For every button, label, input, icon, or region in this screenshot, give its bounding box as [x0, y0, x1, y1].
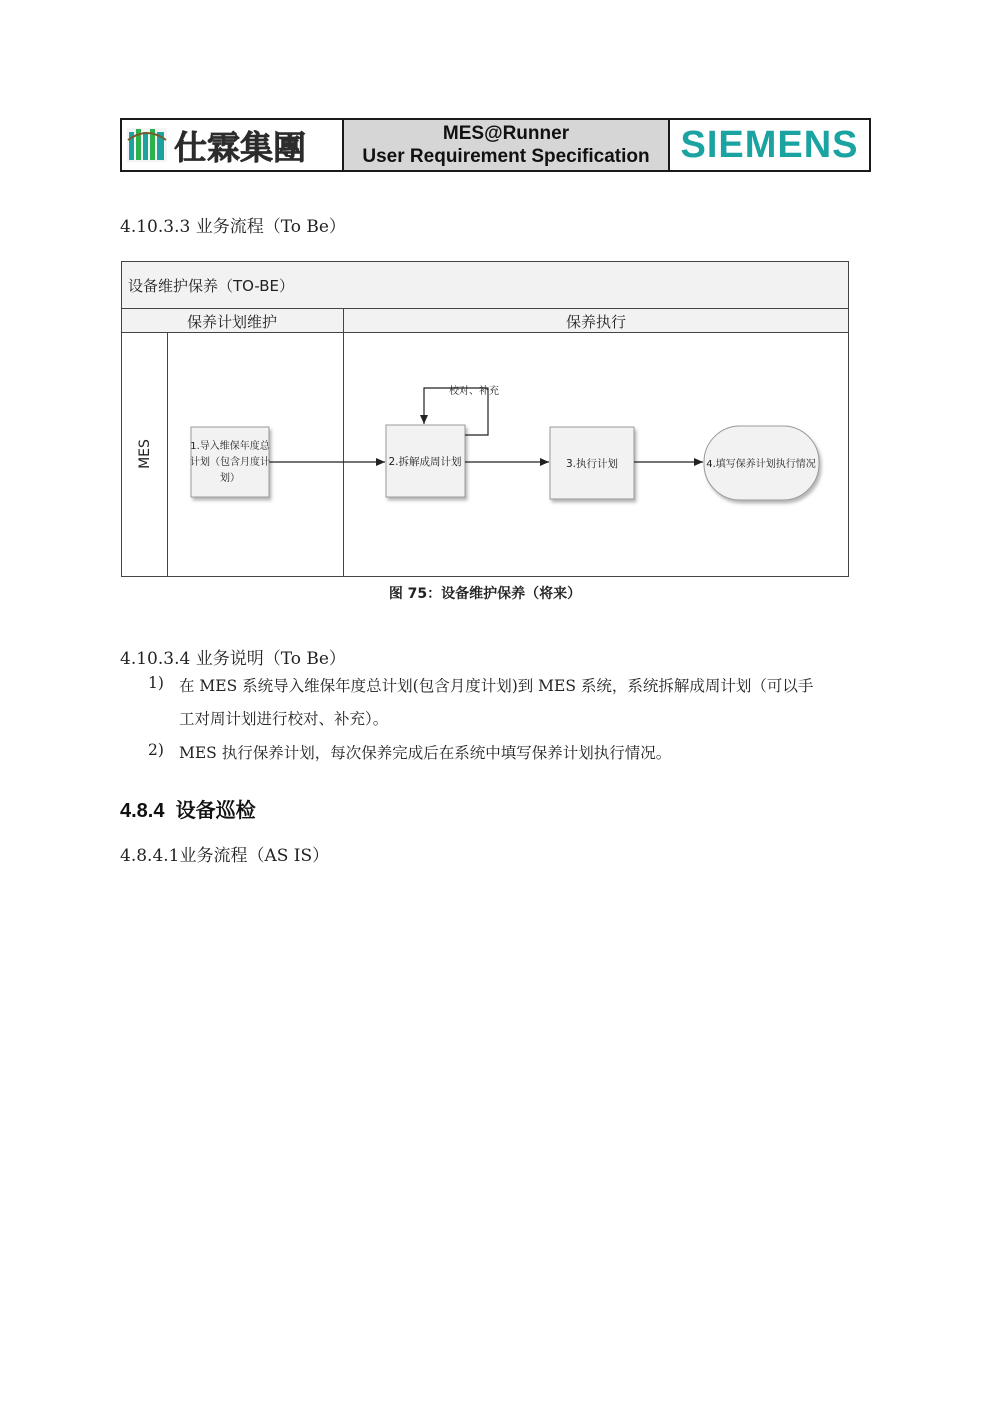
swimlane-label-mes: MES — [137, 439, 153, 469]
list-item-2-line-1: MES 执行保养计划，每次保养完成后在系统中填写保养计划执行情况。 — [179, 744, 672, 762]
diagram-title: 设备维护保养（TO-BE） — [128, 277, 295, 295]
document-title-block — [342, 120, 670, 170]
company-logo — [122, 120, 342, 170]
section-title: 设备巡检 — [175, 800, 256, 822]
feedback-label: 校对、补充 — [449, 386, 499, 397]
step-3-execute-plan — [550, 427, 634, 499]
figure-caption: 图 75：设备维护保养（将来） — [388, 586, 582, 602]
step-3-label: 3.执行计划 — [565, 458, 619, 470]
section-title: 业务流程（To Be） — [195, 217, 346, 237]
list-marker-2: 2) — [148, 741, 164, 759]
list-item-1-line-1: 在 MES 系统导入维保年度总计划(包含月度计划)到 MES 系统，系统拆解成周计划（可以手 — [179, 677, 814, 695]
step-1-line-1: 1.导入维保年度总 — [190, 441, 270, 452]
section-number: 4.8.4.1 — [120, 846, 180, 866]
step-2-split-weekly-plan — [386, 425, 465, 497]
section-heading-4-10-3-4 — [120, 644, 346, 669]
company-logo-icon — [126, 124, 168, 166]
lane-header-maintenance-label: 保养计划维护 — [186, 313, 278, 331]
step-1-line-2: 计划（包含月度计 — [190, 457, 270, 468]
list-marker-1: 1) — [148, 674, 164, 692]
product-name: MES@Runner — [442, 123, 570, 144]
step-4-fill-execution-status — [704, 426, 819, 500]
document-header — [120, 118, 871, 172]
document-type: User Requirement Specification — [362, 146, 650, 167]
process-flow-diagram — [121, 261, 849, 578]
section-heading-4-10-3-3 — [120, 212, 346, 237]
section-number: 4.10.3.3 — [120, 217, 191, 237]
company-logo-text: 仕霖集團 — [174, 127, 306, 167]
section-heading-4-8-4 — [120, 794, 256, 823]
section-title: 业务说明（To Be） — [195, 649, 346, 669]
section-title: 业务流程（AS IS） — [179, 846, 330, 866]
section-number: 4.8.4 — [120, 800, 165, 822]
list-item-1-line-2: 工对周计划进行校对、补充）。 — [179, 710, 389, 728]
section-heading-4-8-4-1 — [120, 841, 329, 866]
section-number: 4.10.3.4 — [120, 649, 191, 669]
step-4-label: 4.填写保养计划执行情况 — [706, 459, 816, 470]
siemens-logo: SIEMENS — [680, 123, 859, 166]
flow-diagram-svg — [121, 261, 849, 578]
lane-header-execution-label: 保养执行 — [565, 313, 627, 331]
step-1-line-3: 划） — [220, 473, 240, 484]
step-1-import-annual-plan — [190, 427, 271, 497]
step-2-label: 2.拆解成周计划 — [388, 456, 462, 468]
